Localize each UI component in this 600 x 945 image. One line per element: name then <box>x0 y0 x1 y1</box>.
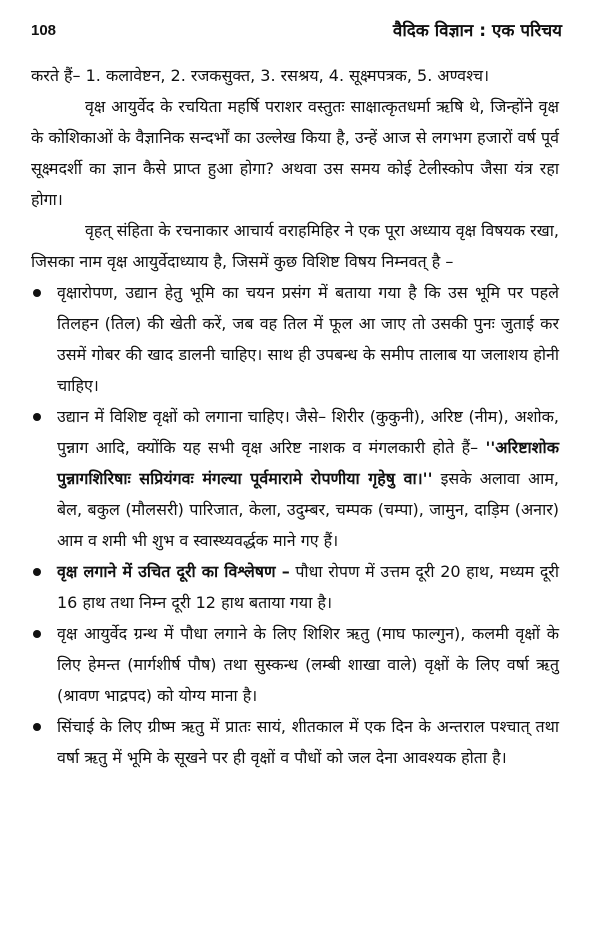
bullet-text-post: पौधा रोपण में उत्तम दूरी 20 हाथ, मध्यम दूरी 16 हाथ तथा निम्न दूरी 12 हाथ बताया गया है। <box>57 562 559 612</box>
sanskrit-quote: ''अरिष्टाशोक पुन्नागशिरिषाः सप्रियंगवः मंगल्या पूर्वमारामे रोपणीया गृहेषु वा।'' <box>57 438 559 488</box>
paragraph-continuation: करते हैं– 1. कलावेष्टन, 2. रजकसुक्त, 3. रसश्रय, 4. सूक्ष्मपत्रक, 5. अण्वश्च। <box>31 66 490 85</box>
bullet-text: सिंचाई के लिए ग्रीष्म ऋतु में प्रातः सायं, शीतकाल में एक दिन के अन्तराल पश्चात् तथा वर्षा ऋतु में भूमि के सूखने पर ही वृक्षों व पौधों को जल देना आवश्यक होता है। <box>57 717 559 767</box>
bullet-dot <box>33 289 41 297</box>
bullet-text: वृक्ष आयुर्वेद ग्रन्थ में पौधा लगाने के लिए शिशिर ऋतु (माघ फाल्गुन), कलमी वृक्षों के लिए हेमन्त (मार्गशीर्ष पौष) तथा सुस्कन्ध (लम्बी शाखा वाले) वृक्षों के लिए वर्षा ऋतु (श्रावण भाद्रपद) को योग्य माना है। <box>57 624 559 705</box>
bullet-dot <box>33 630 41 638</box>
bullet-text-post: इसके अलावा आम, बेल, बकुल (मौलसरी) पारिजात, केला, उदुम्बर, चम्पक (चम्पा), जामुन, दाड़िम (अनार) आम व शमी भी शुभ व स्वास्थ्यवर्द्धक माने गए हैं। <box>57 469 559 550</box>
running-title: वैदिक विज्ञान : एक परिचय <box>392 21 562 41</box>
paragraph-parashar: वृक्ष आयुर्वेद के रचयिता महर्षि पराशर वस्तुतः साक्षात्कृतधर्मा ऋषि थे, जिन्होंने वृक्ष के कोशिकाओं के वैज्ञानिक सन्दर्भों का उल्लेख किया है, उन्हें आज से लगभग हजारों वर्ष पूर्व सूक्ष्मदर्शी का ज्ञान कैसे प्राप्त हुआ होगा? अथवा उस समय कोई टेलीस्कोप जैसा यंत्र रहा होगा। <box>31 97 559 209</box>
paragraph-varahamihira: वृहत् संहिता के रचनाकार आचार्य वराहमिहिर ने एक पूरा अध्याय वृक्ष विषयक रखा, जिसका नाम वृक्ष आयुर्वेदाध्याय है, जिसमें कुछ विशिष्ट विषय निम्नवत् है – <box>31 221 559 271</box>
page-body <box>31 60 559 773</box>
bullet-item-planting-distance <box>31 556 559 618</box>
bullet-text: वृक्षारोपण, उद्यान हेतु भूमि का चयन प्रसंग में बताया गया है कि उस भूमि पर पहले तिलहन (तिल) की खेती करें, जब वह तिल में फूल आ जाए तो उसकी पुनः जुताई कर उसमें गोबर की खाद डालनी चाहिए। साथ ही उपबन्ध के समीप तालाब या जलाशय होनी चाहिए। <box>57 283 559 395</box>
page-number: 108 <box>31 22 57 39</box>
bullet-dot <box>33 723 41 731</box>
bullet-item-land-selection <box>31 277 559 401</box>
page-header <box>31 18 562 48</box>
bullet-item-planting-season <box>31 618 559 711</box>
bullet-heading: वृक्ष लगाने में उचित दूरी का विश्लेषण – <box>57 562 290 581</box>
bullet-dot <box>33 568 41 576</box>
bullet-item-special-trees <box>31 401 559 556</box>
bullet-text-pre: उद्यान में विशिष्ट वृक्षों को लगाना चाहिए। जैसे– शिरीर (कुकुनी), अरिष्ट (नीम), अशोक, पुन्नाग आदि, क्योंकि यह सभी वृक्ष अरिष्ट नाशक व मंगलकारी होते हैं– <box>57 407 559 457</box>
bullet-item-irrigation <box>31 711 559 773</box>
bullet-list <box>31 277 559 773</box>
bullet-dot <box>33 413 41 421</box>
